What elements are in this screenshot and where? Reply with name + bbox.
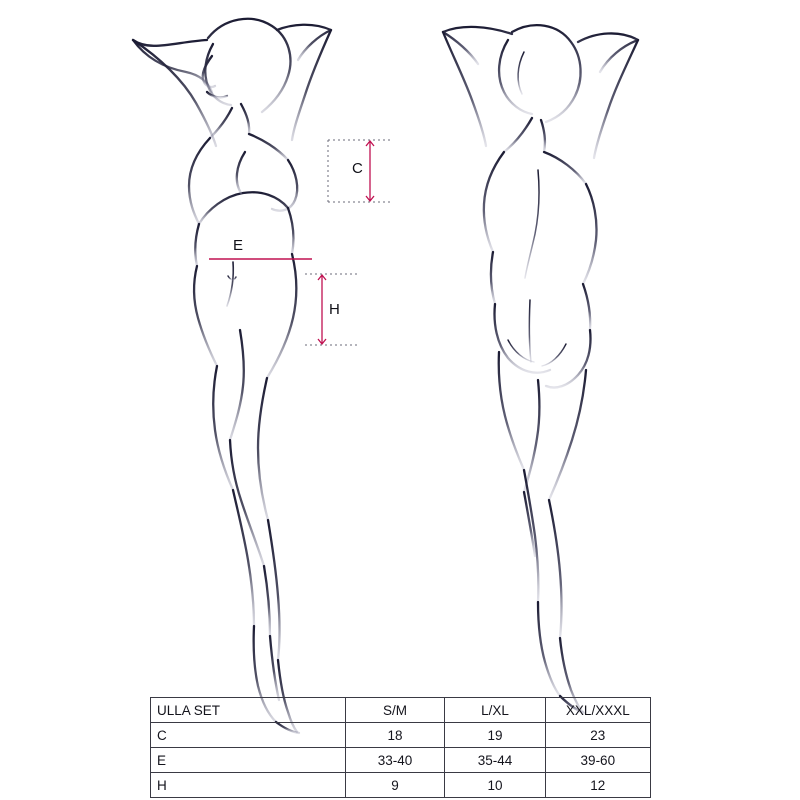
table-row [151, 748, 651, 773]
table-row-label: E [151, 748, 346, 773]
table-row [151, 723, 651, 748]
table-row-label: C [151, 723, 346, 748]
measure-arrow-h [318, 275, 326, 344]
measure-label-e: E [233, 237, 244, 254]
table-cell: 33-40 [345, 748, 445, 773]
measure-label-h: H [329, 301, 341, 318]
measure-label-c: C [352, 160, 364, 177]
table-cell: 35-44 [445, 748, 545, 773]
table-cell: 10 [445, 773, 545, 798]
table-cell: 9 [345, 773, 445, 798]
table-header-title: ULLA SET [151, 698, 346, 723]
table-header-xxl: XXL/XXXL [545, 698, 650, 723]
table-row [151, 773, 651, 798]
measure-arrow-c [366, 141, 374, 201]
table-header-lxl: L/XL [445, 698, 545, 723]
table-header-row [151, 698, 651, 723]
table-cell: 18 [345, 723, 445, 748]
size-table [150, 697, 651, 798]
table-header-sm: S/M [345, 698, 445, 723]
table-cell: 12 [545, 773, 650, 798]
table-cell: 23 [545, 723, 650, 748]
front-female-silhouette [133, 19, 331, 733]
back-female-silhouette [443, 25, 638, 713]
table-cell: 19 [445, 723, 545, 748]
table-cell: 39-60 [545, 748, 650, 773]
table-row-label: H [151, 773, 346, 798]
